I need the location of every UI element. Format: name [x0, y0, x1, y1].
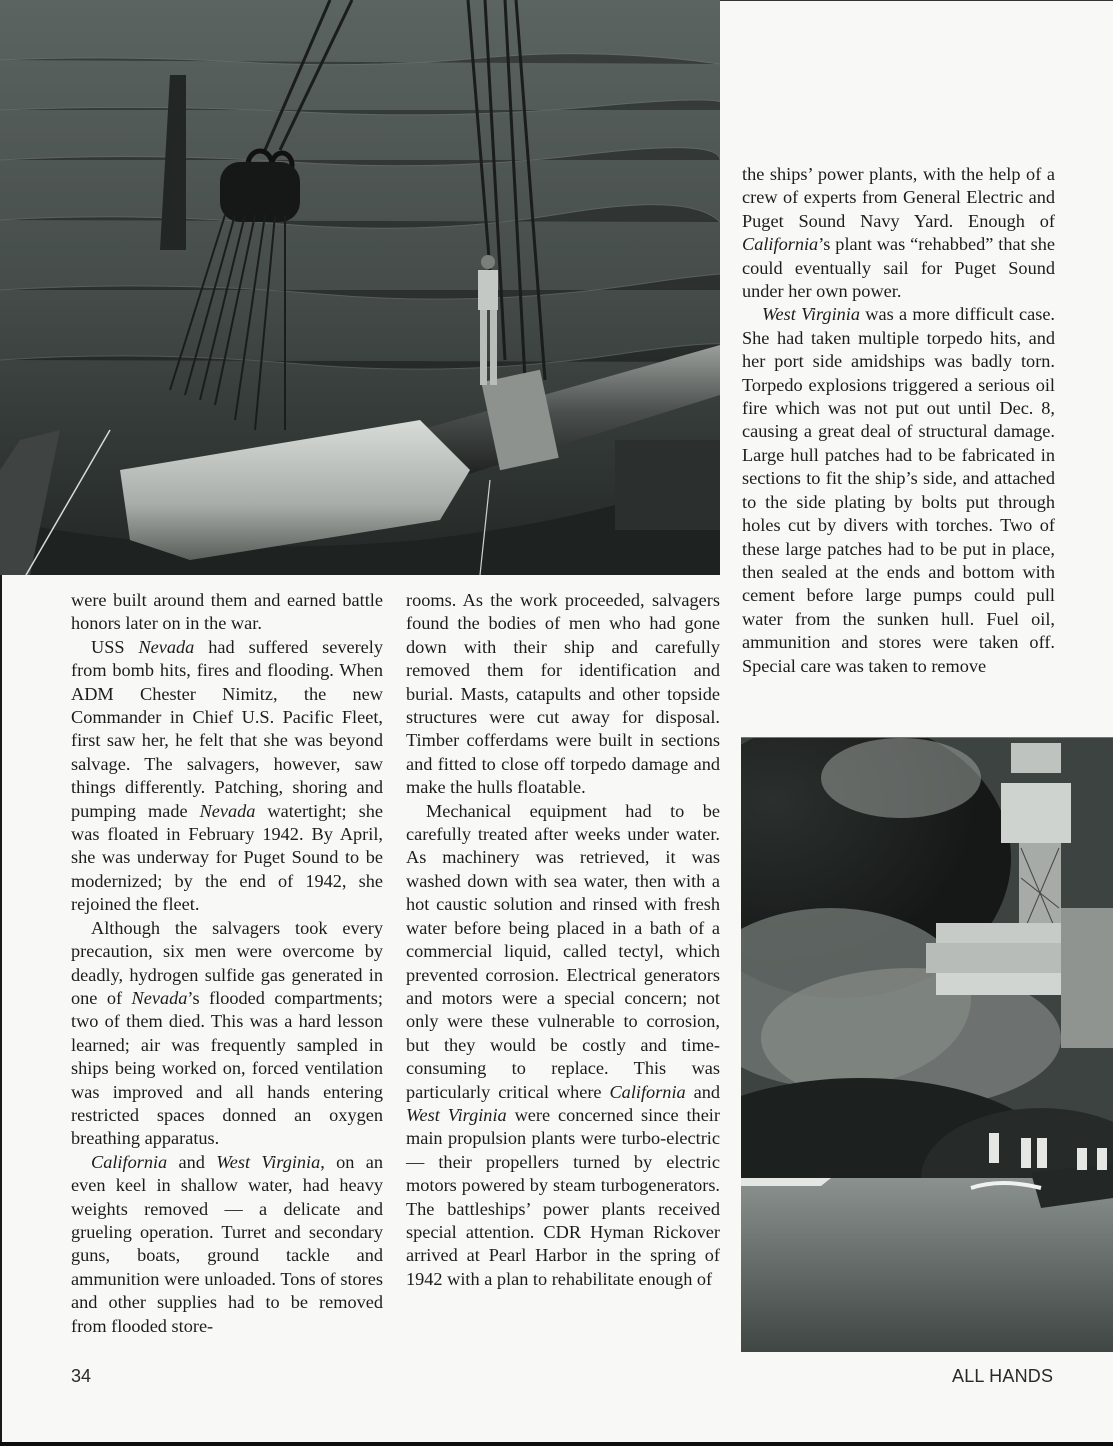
ship-name: West Virginia [406, 1104, 507, 1125]
ship-name: California [91, 1151, 168, 1172]
article-column-3 [742, 163, 1055, 678]
ship-name: California [609, 1081, 686, 1102]
page-edge-bottom [0, 1442, 1113, 1446]
article-paragraph: West Virginia was a more difficult case. She had taken multiple torpedo hits, and her port side amidships was badly torn. Torpedo explosions triggered a serious oil fire which was not put out until Dec. 8, causing a great deal of structural damage. Large hull patches had to be fabricated in sections to fit the ship’s side, and attached to the side plating by bolts put through holes cut by divers with torches. Two of these large patches had to be put in place, then sealed at the ends and bottom with cement before large pumps could pull water from the sunken hull. Fuel oil, ammunition and stores were taken off. Special care was taken to remove [742, 304, 1055, 676]
article-paragraph: USS Nevada had suffered severely from bomb hits, fires and flooding. When ADM Chester Nimitz, the new Commander in Chief U.S. Pacific Fleet, first saw her, he felt that she was beyond salvage. The salvagers, however, saw things differently. Patching, shoring and pumping made Nevada watertight; she was floated in February 1942. By April, she was underway for Puget Sound to be modernized; by the end of 1942, she rejoined the fleet. [71, 636, 383, 915]
ship-name: Nevada [131, 987, 188, 1008]
article-paragraph: rooms. As the work proceeded, salvagers found the bodies of men who had gone down with their ship and carefully removed them for identification and burial. Masts, catapults and other topside structures were cut away for disposal. Timber cofferdams were built in sections and fitted to close off torpedo damage and make the hulls floatable. [406, 590, 720, 798]
article-paragraph: the ships’ power plants, with the help of a crew of experts from General Electric and Puget Sound Navy Yard. Enough of California’s plant was “rehabbed” that she could eventually sail for Puget Sound under her own power. [742, 164, 1055, 302]
ship-name: California [742, 234, 819, 255]
article-column-1 [71, 589, 383, 1338]
page-edge-top [720, 0, 1113, 1]
article-column-2 [406, 589, 720, 1291]
running-footer: ALL HANDS [952, 1366, 1054, 1386]
ship-name: West Virginia [216, 1151, 321, 1172]
article-paragraph: California and West Virginia, on an even keel in shallow water, had heavy weights removed — a delicate and grueling operation. Turret and secondary guns, boats, ground tackle and ammunition were unloaded. Tons of stores and other supplies had to be removed from flooded store- [71, 1151, 383, 1336]
article-paragraph: were built around them and earned battle honors later on in the war. [71, 590, 383, 634]
ship-name: West Virginia [762, 304, 861, 325]
page-number: 34 [71, 1366, 92, 1386]
photo-gun-barrel-salvage [0, 0, 720, 575]
ship-name: Nevada [199, 800, 256, 821]
article-paragraph: Mechanical equipment had to be carefully treated after weeks under water. As machinery was retrieved, it was washed down with sea water, then with a hot caustic solution and rinsed with fresh water before being placed in a bath of a commercial liquid, called tectyl, which prevented corrosion. Electrical generators and motors were a special concern; not only were these vulnerable to corrosion, but they would be costly and time-consuming to replace. This was particularly critical where California and West Virginia were concerned since their main propulsion plants were turbo-electric — their propellers turned by electric motors powered by steam turbogenerators. The battleships’ power plants received special attention. CDR Hyman Rickover arrived at Pearl Harbor in the spring of 1942 with a plan to rehabilitate enough of [406, 800, 721, 1289]
photo-burning-battleship [741, 737, 1113, 1352]
ship-name: Nevada [138, 636, 195, 657]
article-paragraph: Although the salvagers took every precaution, six men were overcome by deadly, hydrogen sulfide gas generated in one of Nevada’s flooded compartments; two of them died. This was a hard lesson learned; air was frequently sampled in ships being worked on, forced ventilation was improved and all hands entering restricted spaces donned an oxygen breathing apparatus. [71, 917, 383, 1149]
